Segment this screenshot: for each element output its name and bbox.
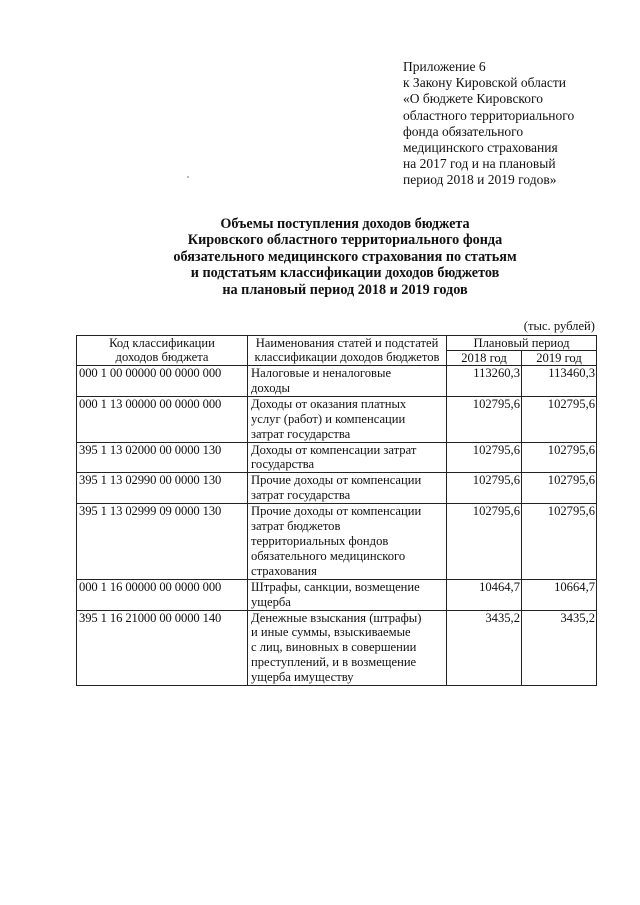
code-header-line: доходов бюджета xyxy=(115,350,209,364)
revenue-item-name-line: затрат государства xyxy=(251,426,351,441)
revenue-item-name-line: с лиц, виновных в совершении xyxy=(251,640,417,655)
classification-code: 395 1 13 02000 00 0000 130 xyxy=(77,442,248,473)
revenue-item-name xyxy=(248,504,447,580)
classification-code: 395 1 13 02999 09 0000 130 xyxy=(77,504,248,580)
amount-2019: 102795,6 xyxy=(522,504,597,580)
title-line: обязательного медицинского страхования по статьям xyxy=(173,248,517,265)
revenue-item-name-line: доходы xyxy=(251,380,291,395)
revenue-item-name-line: Доходы от компенсации затрат xyxy=(251,442,417,457)
amount-2018: 113260,3 xyxy=(447,366,522,397)
code-header-line: Код классификации xyxy=(109,336,215,350)
appendix-line: «О бюджете Кировского xyxy=(403,91,544,107)
classification-code: 395 1 16 21000 00 0000 140 xyxy=(77,610,248,686)
title-line: Объемы поступления доходов бюджета xyxy=(220,216,470,232)
document-title xyxy=(80,216,610,298)
revenue-item-name-line: территориальных фондов xyxy=(251,533,389,548)
amount-2018: 102795,6 xyxy=(447,473,522,504)
year-2018-header: 2018 год xyxy=(447,351,522,366)
revenue-table xyxy=(76,335,597,686)
classification-code: 000 1 13 00000 00 0000 000 xyxy=(77,396,248,442)
revenue-item-name-line: затрат государства xyxy=(251,488,351,503)
revenue-item-name xyxy=(248,610,447,686)
revenue-item-name-line: Прочие доходы от компенсации xyxy=(251,504,422,519)
title-line: на плановый период 2018 и 2019 годов xyxy=(222,281,468,298)
table-row xyxy=(77,579,597,610)
units-note: (тыс. рублей) xyxy=(523,319,595,333)
amount-2019: 102795,6 xyxy=(522,396,597,442)
appendix-line: Приложение 6 xyxy=(403,59,486,74)
revenue-item-name-line: Доходы от оказания платных xyxy=(251,396,407,411)
classification-code: 000 1 00 00000 00 0000 000 xyxy=(77,366,248,397)
period-header: Плановый период xyxy=(447,336,597,351)
amount-2018: 10464,7 xyxy=(447,579,522,610)
revenue-item-name xyxy=(248,396,447,442)
appendix-line: фонда обязательного xyxy=(403,123,524,139)
appendix-line: период 2018 и 2019 годов» xyxy=(403,172,557,188)
amount-2019: 102795,6 xyxy=(522,442,597,473)
revenue-item-name-line: Налоговые и неналоговые xyxy=(251,366,392,380)
revenue-item-name-line: государства xyxy=(251,457,315,472)
revenue-item-name-line: Прочие доходы от компенсации xyxy=(251,473,422,488)
table-row xyxy=(77,610,597,686)
revenue-item-name xyxy=(248,442,447,473)
revenue-item-name-line: затрат бюджетов xyxy=(251,519,341,534)
name-column-header xyxy=(248,336,447,366)
table-row xyxy=(77,442,597,473)
appendix-line: на 2017 год и на плановый xyxy=(403,156,556,172)
classification-code: 395 1 13 02990 00 0000 130 xyxy=(77,473,248,504)
classification-code: 000 1 16 00000 00 0000 000 xyxy=(77,579,248,610)
scan-speck xyxy=(187,176,189,178)
appendix-note xyxy=(403,59,633,189)
name-header-line: Наименования статей и подстатей xyxy=(255,336,439,350)
revenue-item-name-line: Денежные взыскания (штрафы) xyxy=(251,610,422,625)
amount-2019: 3435,2 xyxy=(522,610,597,686)
appendix-line: медицинского страхования xyxy=(403,140,558,156)
amount-2018: 102795,6 xyxy=(447,504,522,580)
amount-2018: 3435,2 xyxy=(447,610,522,686)
revenue-item-name xyxy=(248,366,447,397)
table-row xyxy=(77,396,597,442)
title-line: и подстатьям классификации доходов бюджетов xyxy=(190,265,500,282)
table-row xyxy=(77,504,597,580)
revenue-item-name xyxy=(248,473,447,504)
appendix-line: областного территориального xyxy=(403,107,575,123)
title-line: Кировского областного территориального фонда xyxy=(187,232,503,249)
amount-2019: 113460,3 xyxy=(522,366,597,397)
revenue-item-name-line: преступлений, и в возмещение xyxy=(251,655,417,670)
amount-2018: 102795,6 xyxy=(447,442,522,473)
table-body xyxy=(77,366,597,686)
table-row xyxy=(77,473,597,504)
revenue-item-name-line: Штрафы, санкции, возмещение xyxy=(251,579,420,594)
amount-2018: 102795,6 xyxy=(447,396,522,442)
revenue-item-name-line: страхования xyxy=(251,563,317,578)
amount-2019: 102795,6 xyxy=(522,473,597,504)
revenue-item-name xyxy=(248,579,447,610)
revenue-item-name-line: ущерба имуществу xyxy=(251,670,354,685)
revenue-item-name-line: обязательного медицинского xyxy=(251,548,406,563)
year-2019-header: 2019 год xyxy=(522,351,597,366)
name-header-line: классификации доходов бюджетов xyxy=(254,350,440,364)
table-header-row xyxy=(77,336,597,351)
table-row xyxy=(77,366,597,397)
amount-2019: 10664,7 xyxy=(522,579,597,610)
revenue-item-name-line: услуг (работ) и компенсации xyxy=(251,411,406,426)
revenue-item-name-line: и иные суммы, взыскиваемые xyxy=(251,625,411,640)
revenue-item-name-line: ущерба xyxy=(251,594,291,609)
code-column-header xyxy=(77,336,248,366)
appendix-line: к Закону Кировской области xyxy=(403,75,567,91)
